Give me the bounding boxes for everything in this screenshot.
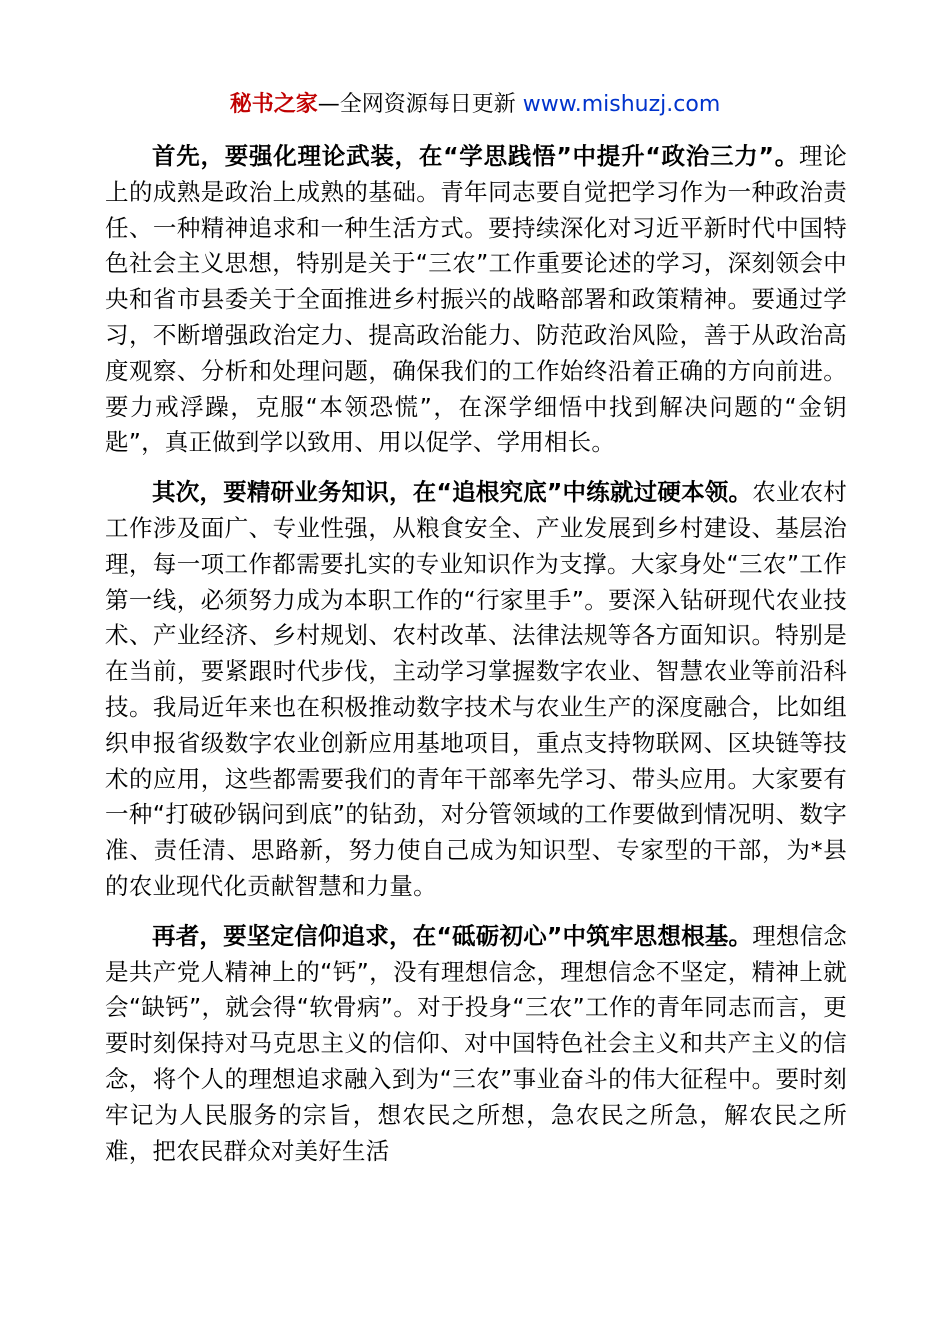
brand-name: 秘书之家 bbox=[229, 92, 318, 117]
paragraph-1-body: 理论上的成熟是政治上成熟的基础。青年同志要自觉把学习作为一种政治责任、一种精神追求和一种生活方式。要持续深化对习近平新时代中国特色社会主义思想，特别是关于“三农”工作重要论述的学习，深刻领会中央和省市县委关于全面推进乡村振兴的战略部署和政策精神。要通过学习，不断增强政治定力、提高政治能力、防范政治风险，善于从政治高度观察、分析和处理问题，确保我们的工作始终沿着正确的方向前进。要力戒浮躁，克服“本领恐慌”，在深学细悟中找到解决问题的“金钥匙”，真正做到学以致用、用以促学、学用相长。 bbox=[105, 142, 847, 457]
header-tagline: —全网资源每日更新 bbox=[317, 92, 516, 117]
paragraph-3 bbox=[105, 919, 847, 1170]
paragraph-3-lead: 再者，要坚定信仰追求，在“砥砺初心”中筑牢思想根基。 bbox=[152, 921, 753, 950]
paragraph-3-body: 理想信念是共产党人精神上的“钙”，没有理想信念，理想信念不坚定，精神上就会“缺钙”，就会得“软骨病”。对于投身“三农”工作的青年同志而言，更要时刻保持对马克思主义的信仰、对中国特色社会主义和共产主义的信念，将个人的理想追求融入到为“三农”事业奋斗的伟大征程中。要时刻牢记为人民服务的宗旨，想农民之所想，急农民之所急，解农民之所难，把农民群众对美好生活 bbox=[105, 921, 847, 1165]
paragraph-2-lead: 其次，要精研业务知识，在“追根究底”中练就过硬本领。 bbox=[152, 478, 753, 507]
paragraph-1 bbox=[105, 139, 847, 461]
paragraph-2 bbox=[105, 475, 847, 905]
site-url-link[interactable]: www.mishuzj.com bbox=[522, 92, 721, 117]
paragraph-2-body: 农业农村工作涉及面广、专业性强，从粮食安全、产业发展到乡村建设、基层治理，每一项工作都需要扎实的专业知识作为支撑。大家身处“三农”工作第一线，必须努力成为本职工作的“行家里手”。要深入钻研现代农业技术、产业经济、乡村规划、农村改革、法律法规等各方面知识。特别是在当前，要紧跟时代步伐，主动学习掌握数字农业、智慧农业等前沿科技。我局近年来也在积极推动数字技术与农业生产的深度融合，比如组织申报省级数字农业创新应用基地项目，重点支持物联网、区块链等技术的应用，这些都需要我们的青年干部率先学习、带头应用。大家要有一种“打破砂锅问到底”的钻劲，对分管领域的工作要做到情况明、数字准、责任清、思路新，努力使自己成为知识型、专家型的干部，为*县的农业现代化贡献智慧和力量。 bbox=[105, 478, 847, 900]
document-body bbox=[105, 139, 847, 1183]
page-header bbox=[0, 88, 950, 122]
paragraph-1-lead: 首先，要强化理论武装，在“学思践悟”中提升“政治三力”。 bbox=[152, 142, 800, 170]
